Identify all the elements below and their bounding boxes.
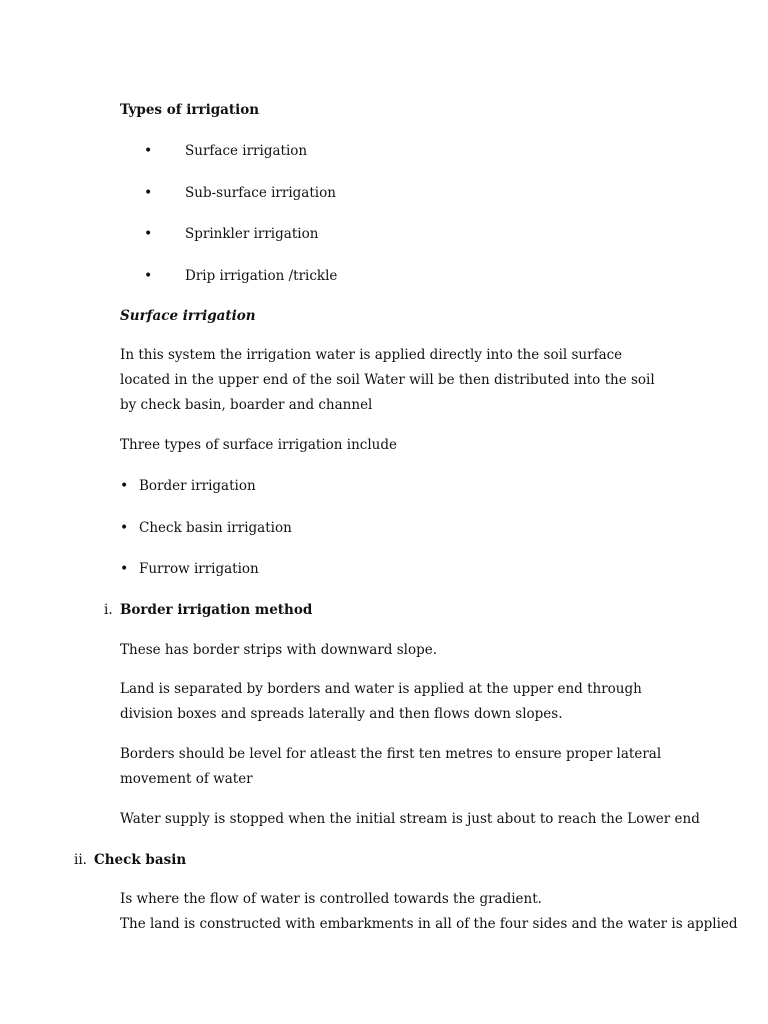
bullet-icon: •: [120, 561, 129, 577]
check-line-1: Is where the flow of water is controlled towards the gradient.: [120, 891, 542, 907]
bullet-icon: •: [144, 185, 153, 201]
three-types-intro: Three types of surface irrigation include: [120, 437, 398, 453]
list-item: Check basin irrigation: [139, 520, 292, 536]
border-paragraph-3: Borders should be level for atleast the first ten metres to ensure proper lateral movement of water: [120, 746, 662, 787]
list-item: Sprinkler irrigation: [185, 226, 319, 242]
heading-border-irrigation: Border irrigation method: [120, 602, 313, 618]
border-paragraph-1: These has border strips with downward slope.: [120, 642, 438, 658]
heading-surface-irrigation: Surface irrigation: [120, 308, 256, 324]
section-marker: ii.: [74, 852, 87, 868]
surface-paragraph: In this system the irrigation water is applied directly into the soil surface located in the upper end of the soil Water will be then distributed into the soil by check basin, boarder and channel: [120, 347, 655, 413]
bullet-icon: •: [120, 478, 129, 494]
bullet-icon: •: [120, 520, 129, 536]
check-line-2: The land is constructed with embarkments in all of the four sides and the water is applied: [120, 916, 738, 932]
list-item: Furrow irrigation: [139, 561, 259, 577]
heading-check-basin: Check basin: [94, 852, 187, 868]
bullet-icon: •: [144, 143, 153, 159]
list-item: Border irrigation: [139, 478, 256, 494]
list-item: Sub-surface irrigation: [185, 185, 336, 201]
border-paragraph-4: Water supply is stopped when the initial stream is just about to reach the Lower end: [120, 811, 700, 827]
heading-types-of-irrigation: Types of irrigation: [120, 102, 260, 118]
section-marker: i.: [104, 602, 113, 618]
bullet-icon: •: [144, 226, 153, 242]
list-item: Drip irrigation /trickle: [185, 268, 338, 284]
list-item: Surface irrigation: [185, 143, 308, 159]
border-paragraph-2: Land is separated by borders and water is applied at the upper end through division boxes and spreads laterally and then flows down slopes.: [120, 681, 642, 722]
bullet-icon: •: [144, 268, 153, 284]
